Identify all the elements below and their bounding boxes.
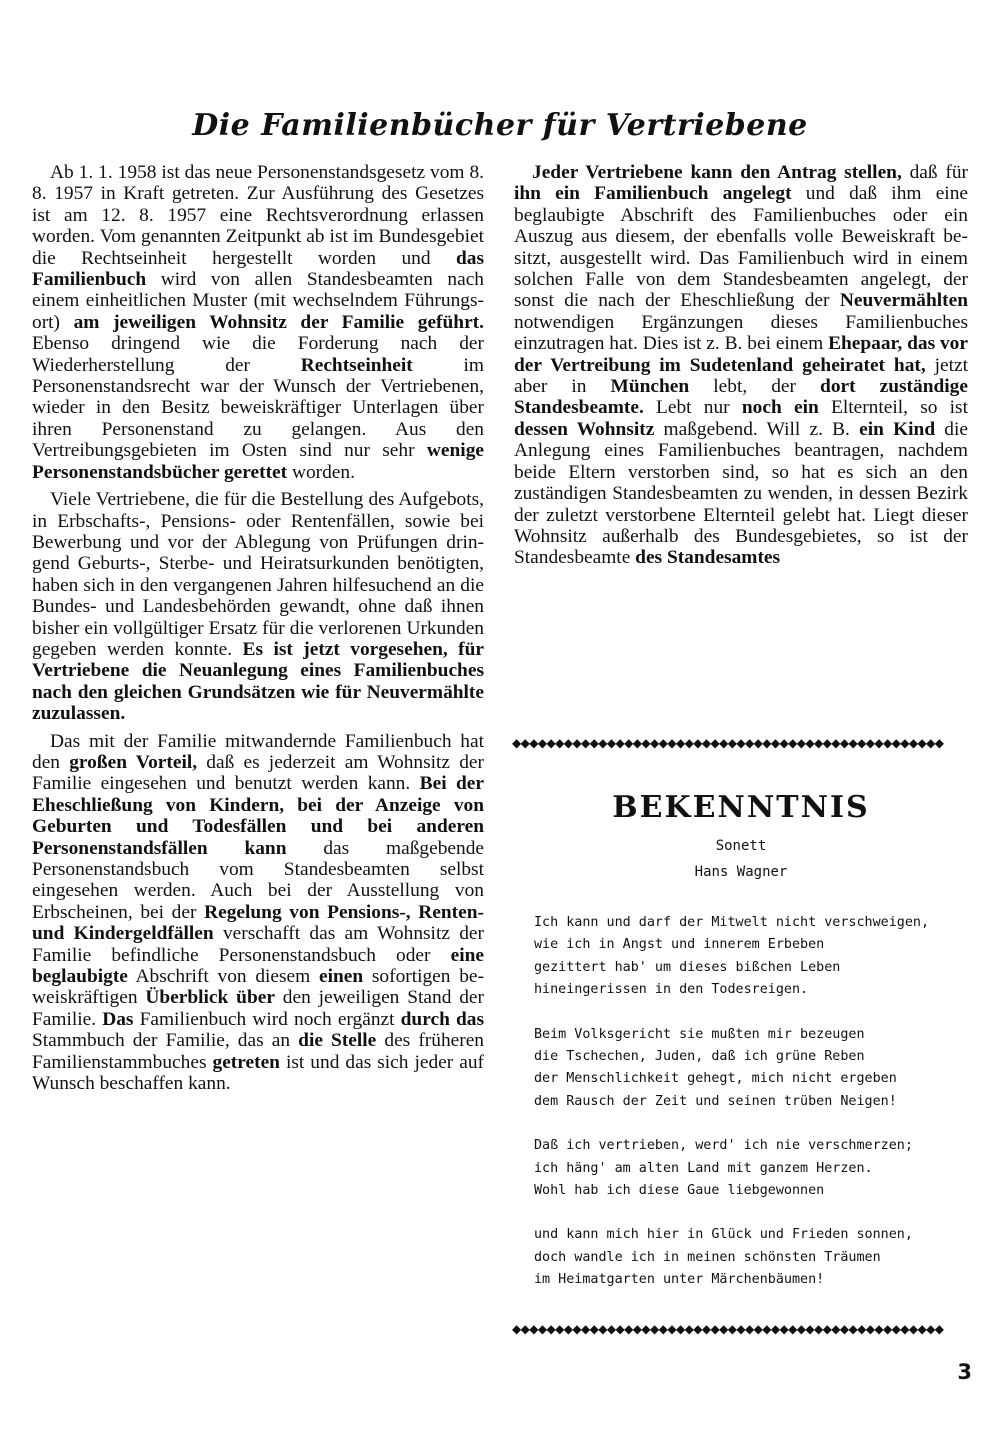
poem-body xyxy=(534,912,970,1292)
bold-text: Das xyxy=(102,1008,134,1030)
poem-title: BEKENNTNIS xyxy=(612,790,870,825)
bold-text: Jeder Vertriebene kann den Antrag stellen, xyxy=(532,162,902,183)
bold-text: wenige Personenstandsbücher gerettet xyxy=(32,440,484,483)
poem-line: hineingerissen in den Todesreigen. xyxy=(534,982,809,998)
bold-text: am jeweiligen Wohnsitz der Familie geführt. xyxy=(73,311,484,333)
text-run: notwendigen Ergänzungen dieses Familienbuches einzutragen hat. Dies ist z. B. bei einem xyxy=(514,311,968,355)
text-run: sofortigen beweiskräftigen xyxy=(32,966,484,1009)
text-run: maßgebend. Will z. B. xyxy=(654,418,860,440)
poem-stanza xyxy=(534,1024,970,1114)
poem-line: dem Rausch der Zeit und seinen trüben Neigen! xyxy=(534,1093,897,1109)
poem-line: Beim Volksgericht sie mußten mir bezeugen xyxy=(534,1026,865,1042)
bold-text: eine beglaubigte xyxy=(32,944,484,988)
paragraph xyxy=(32,731,484,1095)
poem-stanza xyxy=(534,1135,970,1202)
poem-line: Ich kann und darf der Mitwelt nicht verschweigen, xyxy=(534,915,930,930)
bold-text: durch das xyxy=(400,1008,485,1030)
text-run: im Personenstandsrecht war der Wunsch der Vertriebenen, wieder in den Besitz beweiskräftiger Unterlagen über ihren Personenstand zu gelangen. Aus den Vertreibungsgebieten im Osten sind nur sehr xyxy=(32,354,484,462)
poem-stanza xyxy=(534,1224,970,1291)
paragraph xyxy=(32,162,484,483)
text-run: Abschrift von diesem xyxy=(127,966,319,988)
text-run: Elternteil, so ist xyxy=(818,397,968,419)
bold-text: getreten xyxy=(212,1051,280,1073)
text-run: lebt, der xyxy=(689,376,821,398)
text-run: die Anlegung eines Familienbuches beantragen, nachdem beide Eltern verstorben sind, so hat es sich an den zuständigen Standesbeamten zu wenden, in dessen Bezirk der zuletzt verstorbene Elternteil gelebt hat. Liegt dieser Wohnsitz außerhalb des Bundesgebietes, so ist der Standesbeamte xyxy=(514,418,968,569)
poem-line: Daß ich vertrieben, werd' ich nie verschmerzen; xyxy=(534,1138,913,1154)
bold-text: Es ist jetzt vorgesehen, für Vertriebene die Neuanlegung eines Familienbuches nach den gleichen Grundsätzen wie für Neuvermählte zuzulassen. xyxy=(32,638,484,725)
page-number: 3 xyxy=(957,1360,972,1384)
poem-line: wie ich in Angst und innerem Erbeben xyxy=(534,937,825,953)
text-run: wird von allen Standesbeamten nach einem einheitlichen Muster (mit wechselndem Führungsort) xyxy=(32,269,484,333)
poem-stanza xyxy=(534,912,970,1002)
text-run: jetzt aber in xyxy=(514,354,968,398)
bold-text: das Familienbuch xyxy=(32,247,484,291)
bold-text: Neuvermählten xyxy=(839,290,968,312)
text-run: Lebt nur xyxy=(643,397,742,419)
paragraph xyxy=(32,489,484,724)
text-run: den jeweiligen Stand der Familie. xyxy=(32,987,484,1030)
text-run: Viele Vertriebene, die für die Bestellung des Aufgebots, in Erbschafts-, Pensions- oder Rentenfällen, sowie bei Bewerbung und vor der Ablegung von Prüfungen dringend Geburts-, Sterbe- und Heiratsurkunden benötigten, haben sich in den vergangenen Jahren hilfesuchend an die Bundes- und Landesbehörden gewandt, ohne daß ihnen bisher ein vollgültiger Ersatz für die verlorenen Urkunden gegeben werden konnte. xyxy=(32,489,484,660)
left-column xyxy=(32,162,484,1094)
text-run: Ab 1. 1. 1958 ist das neue Personenstandsgesetz vom 8. 8. 1957 in Kraft getreten. Zur Ausführung des Gesetzes ist am 12. 8. 1957 eine Rechtsverordnung erlassen worden. Vom genannten Zeitpunkt ab ist im Bundesgebiet die Rechtseinheit hergestellt worden und xyxy=(32,162,484,269)
bold-text: Regelung von Pensions-, Renten- und Kindergeldfällen xyxy=(32,901,484,945)
bold-text: noch ein xyxy=(741,397,819,419)
poem-line: Wohl hab ich diese Gaue liebgewonnen xyxy=(534,1183,825,1199)
bold-text: dort zuständige Standesbeamte. xyxy=(514,376,968,419)
right-column xyxy=(514,162,968,569)
text-run: ist und das sich jeder auf Wunsch beschaffen kann. xyxy=(32,1051,484,1095)
text-run: worden. xyxy=(287,461,355,483)
poem-author: Hans Wagner xyxy=(694,864,788,880)
poem-line: der Menschlichkeit gehegt, mich nicht ergeben xyxy=(534,1071,897,1087)
poem-line: gezittert hab' um dieses bißchen Leben xyxy=(534,959,841,975)
article-title: Die Familienbücher für Vertriebene xyxy=(192,108,808,143)
bold-text: einen xyxy=(318,966,364,988)
text-run: daß für xyxy=(901,162,968,183)
ornament-divider-top: ◆◆◆◆◆◆◆◆◆◆◆◆◆◆◆◆◆◆◆◆◆◆◆◆◆◆◆◆◆◆◆◆◆◆◆◆◆◆◆◆◆◆◆◆◆◆◆◆◆◆ xyxy=(512,736,944,750)
text-run: Das mit der Familie mitwandernde Familienbuch hat den xyxy=(32,730,484,773)
text-run: das maßgebende Personenstandsbuch vom Standesbeamten selbst eingesehen werden. Auch bei der Ausstellung von Erbscheinen, bei der xyxy=(32,837,485,923)
bold-text: die Stelle xyxy=(298,1030,377,1052)
bold-text: Ehepaar, das vor der Vertreibung im Sudetenland geheiratet hat, xyxy=(514,333,968,376)
bold-text: Rechtseinheit xyxy=(300,354,413,376)
poem-line: und kann mich hier in Glück und Frieden sonnen, xyxy=(534,1227,913,1243)
bold-text: Überblick über xyxy=(145,987,275,1009)
bold-text: München xyxy=(610,376,690,398)
poem-line: doch wandle ich in meinen schönsten Träumen xyxy=(534,1249,881,1265)
bold-text: des Standesamtes xyxy=(635,547,781,569)
poem-line: im Heimatgarten unter Märchenbäumen! xyxy=(534,1272,825,1288)
bold-text: großen Vorteil, xyxy=(69,751,198,773)
poem-line: die Tschechen, Juden, daß ich grüne Reben xyxy=(534,1049,865,1065)
poem-line: ich häng' am alten Land mit ganzem Herzen. xyxy=(534,1160,873,1176)
bold-text: Bei der Eheschließung von Kindern, bei der Anzeige von Geburten und Todesfällen und bei anderen Personenstandsfällen kann xyxy=(32,773,484,859)
bold-text: dessen Wohnsitz xyxy=(514,418,655,440)
paragraph xyxy=(514,162,968,569)
text-run: Familienbuch wird noch ergänzt xyxy=(133,1008,401,1030)
text-run: des früheren Familienstammbuches xyxy=(32,1030,485,1073)
text-run: daß es jederzeit am Wohnsitz der Familie eingesehen und benutzt werden kann. xyxy=(32,751,484,795)
text-run: und daß ihm eine beglaubigte Abschrift des Familienbuches oder ein Auszug aus diesem, der ebenfalls volle Beweiskraft besitzt, ausgestellt wird. Das Familienbuch wird in einem solchen Falle von dem Standesbeamten angelegt, der sonst die nach der Eheschließung der xyxy=(514,183,968,312)
text-run: Stammbuch der Familie, das an xyxy=(32,1030,299,1052)
bold-text: ein Kind xyxy=(859,418,936,440)
bold-text: ihn ein Familienbuch angelegt xyxy=(514,183,792,205)
text-run: Ebenso dringend wie die Forderung nach der Wiederherstellung der xyxy=(32,333,484,376)
text-run: verschafft das am Wohnsitz der Familie befindliche Personenstandsbuch oder xyxy=(32,923,484,966)
poem-subtitle: Sonett xyxy=(715,838,767,854)
ornament-divider-bottom: ◆◆◆◆◆◆◆◆◆◆◆◆◆◆◆◆◆◆◆◆◆◆◆◆◆◆◆◆◆◆◆◆◆◆◆◆◆◆◆◆◆◆◆◆◆◆◆◆◆◆ xyxy=(512,1322,944,1336)
